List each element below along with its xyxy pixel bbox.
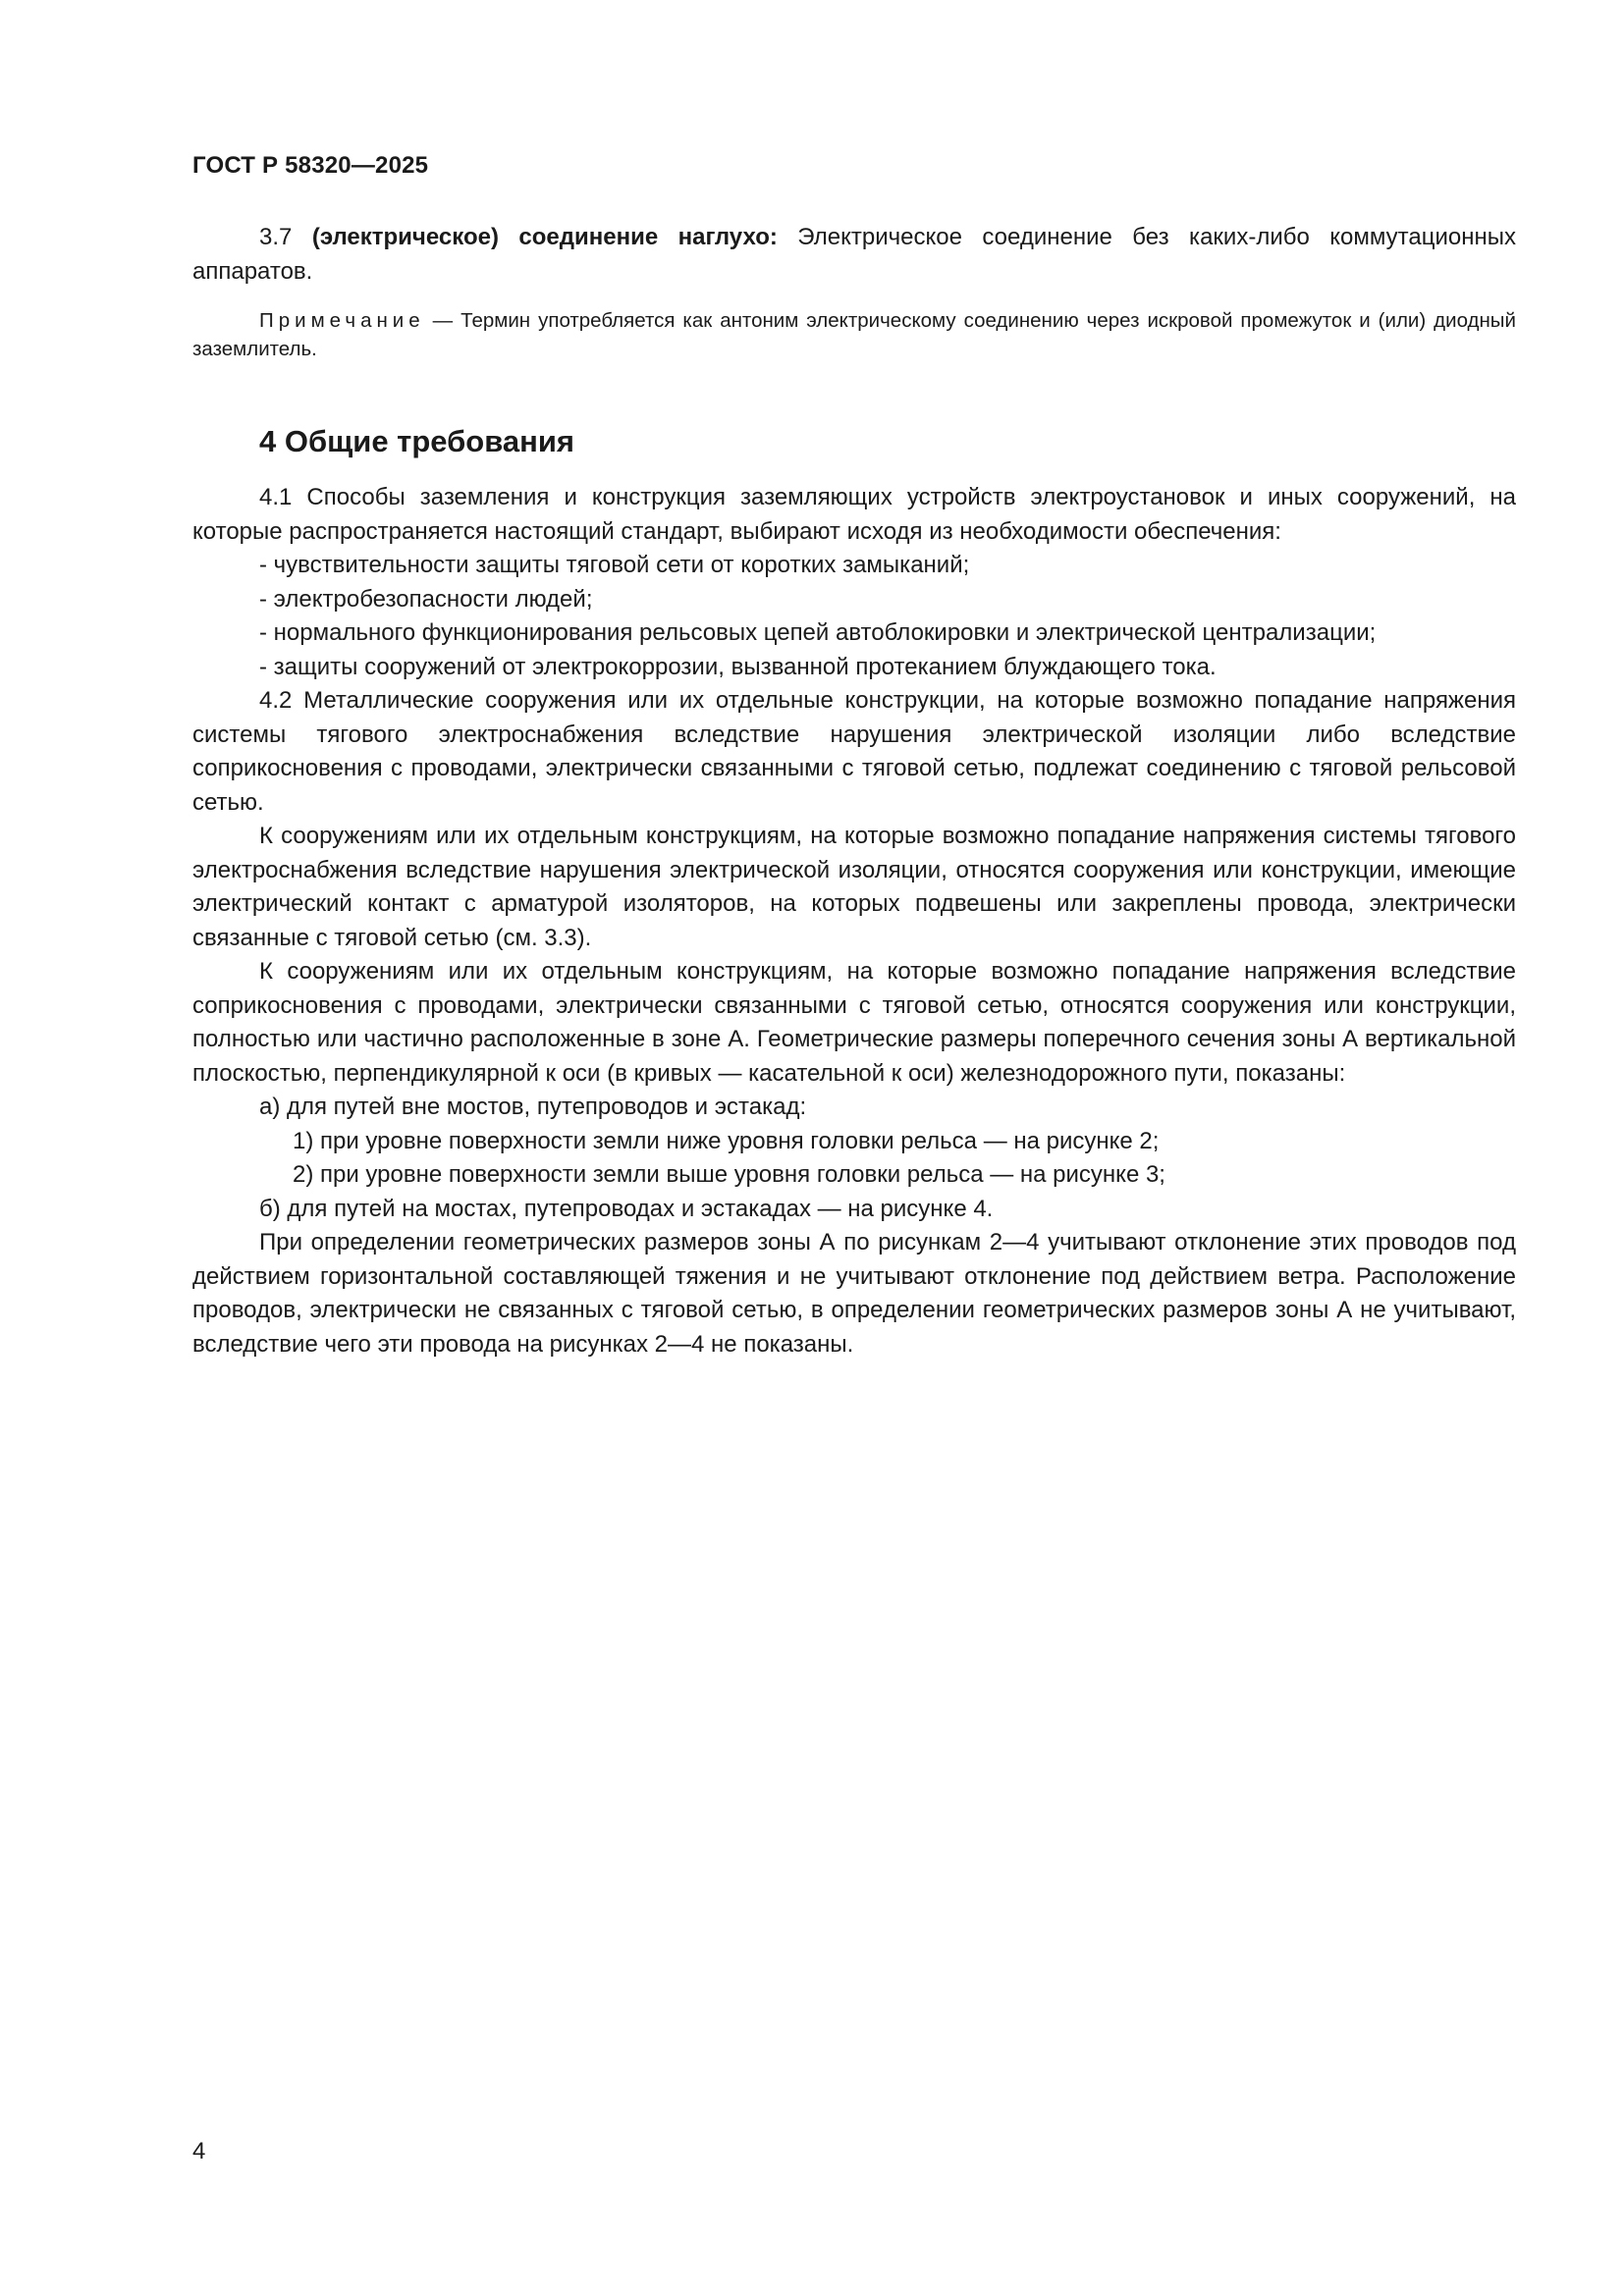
- definition-text: Электрическое соединение без каких-либо коммутационных аппаратов.: [192, 224, 1516, 285]
- page-number: 4: [192, 2138, 206, 2164]
- sub-item-2: 2) при уровне поверхности земли выше уровня головки рельса — на рисунке 3;: [293, 1161, 1165, 1188]
- list-item: - чувствительности защиты тяговой сети от коротких замыканий;: [259, 552, 970, 578]
- list-item-a: а) для путей вне мостов, путепроводов и эстакад:: [259, 1094, 807, 1120]
- paragraph: При определении геометрических размеров зоны А по рисункам 2—4 учитывают отклонение этих проводов под действием горизонтальной составляющей тяжения и не учитывают отклонение под действием ветра. Расположение проводов, электрически не связанных с тяговой сетью, в определении геометрических размеров зоны А не учитывают, вследствие чего эти провода на рисунках 2—4 не показаны.: [192, 1229, 1516, 1358]
- definition-3-7: [192, 221, 1516, 289]
- note-text: — Термин употребляется как антоним электрическому соединению через искровой промежуток и (или) диодный заземлитель.: [192, 309, 1516, 360]
- definition-term: (электрическое) соединение наглухо:: [311, 224, 778, 250]
- list-item: - электробезопасности людей;: [259, 585, 593, 613]
- section-heading: 4 Общие требования: [259, 424, 574, 458]
- definition-note: [192, 306, 1516, 363]
- paragraph: К сооружениям или их отдельным конструкциям, на которые возможно попадание напряжения вследствие соприкосновения с проводами, электрически связанными с тяговой сетью, относятся сооружения или конструкции, полностью или частично расположенные в зоне А. Геометрические размеры поперечного сечения зоны А вертикальной плоскостью, перпендикулярной к оси (в кривых — касательной к оси) железнодорожного пути, показаны:: [192, 958, 1516, 1087]
- note-label: Примечание: [259, 309, 425, 332]
- paragraph-4-2: 4.2 Металлические сооружения или их отдельные конструкции, на которые возможно попадание напряжения системы тягового электроснабжения вследствие нарушения электрической изоляции либо вследствие соприкосновения с проводами, электрически связанными с тяговой сетью, подлежат соединению с тяговой рельсовой сетью.: [192, 687, 1516, 816]
- document-header: ГОСТ Р 58320—2025: [192, 152, 429, 179]
- page-content: [192, 221, 1516, 1362]
- list-item: - нормального функционирования рельсовых цепей автоблокировки и электрической централизации;: [259, 619, 1377, 646]
- definition-number: 3.7: [259, 224, 293, 250]
- list-item: - защиты сооружений от электрокоррозии, вызванной протеканием блуждающего тока.: [259, 653, 1217, 680]
- sub-item-1: 1) при уровне поверхности земли ниже уровня головки рельса — на рисунке 2;: [293, 1127, 1160, 1154]
- list-item-b: б) для путей на мостах, путепроводах и эстакадах — на рисунке 4.: [259, 1195, 994, 1222]
- paragraph-4-1: 4.1 Способы заземления и конструкция заземляющих устройств электроустановок и иных сооружений, на которые распространяется настоящий стандарт, выбирают исходя из необходимости обеспечения:: [192, 484, 1516, 545]
- paragraph: К сооружениям или их отдельным конструкциям, на которые возможно попадание напряжения системы тягового электроснабжения вследствие нарушения электрической изоляции, относятся сооружения или конструкции, имеющие электрический контакт с арматурой изоляторов, на которых подвешены или закреплены провода, электрически связанные с тяговой сетью (см. 3.3).: [192, 823, 1516, 951]
